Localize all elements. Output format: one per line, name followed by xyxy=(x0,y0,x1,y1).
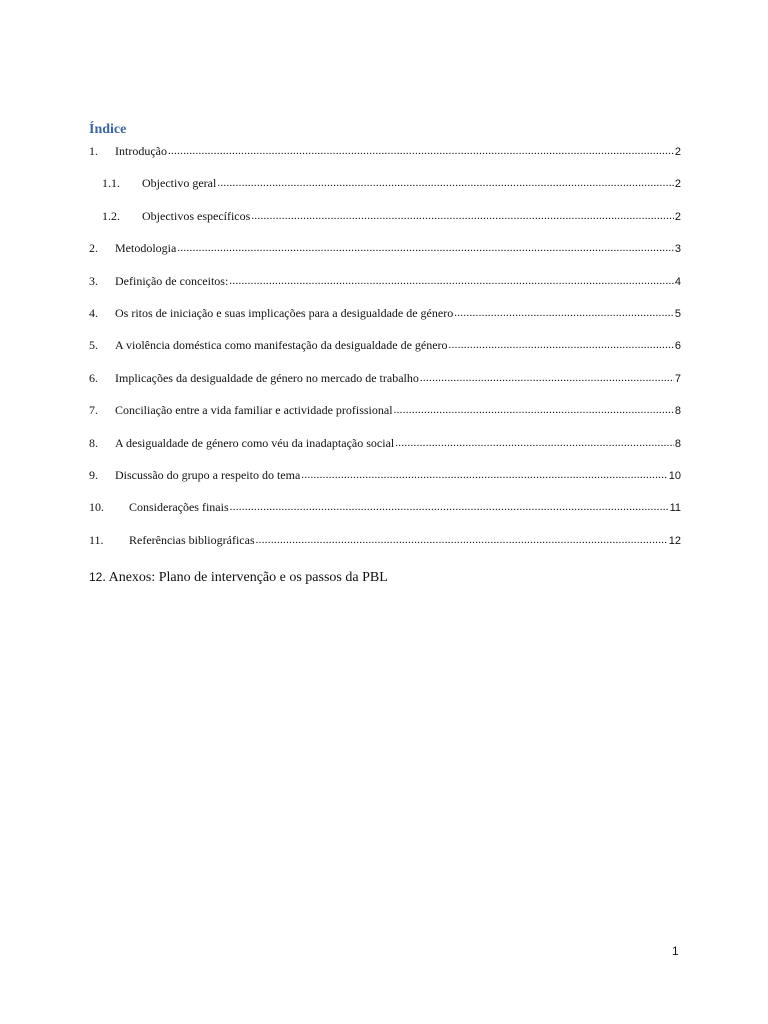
annex-entry xyxy=(89,568,388,587)
toc-entry[interactable] xyxy=(89,142,681,160)
toc-entry-number: 6. xyxy=(89,370,98,385)
toc-entry-page: 7 xyxy=(674,372,681,385)
toc-entry-page: 8 xyxy=(674,405,681,418)
toc-entry[interactable] xyxy=(89,239,681,257)
toc-entry-number: 10. xyxy=(89,500,104,515)
toc-entry-page: 3 xyxy=(674,243,681,256)
annex-text: . Anexos: Plano de intervenção e os passos da PBL xyxy=(102,570,388,585)
toc-entry-number: 1.1. xyxy=(102,176,120,191)
toc-entry-page: 11 xyxy=(669,502,681,515)
dot-leader xyxy=(230,498,669,516)
toc-entry[interactable] xyxy=(89,531,681,549)
toc-entry-page: 6 xyxy=(674,340,681,353)
toc-entry-title: Objectivos específicos xyxy=(142,208,251,223)
dot-leader xyxy=(301,466,667,484)
toc-entry-title: Discussão do grupo a respeito do tema xyxy=(115,468,301,482)
dot-leader xyxy=(168,142,674,160)
toc-entry[interactable] xyxy=(89,304,681,322)
toc-entry-page: 2 xyxy=(674,146,681,158)
toc-entry-page: 4 xyxy=(674,275,681,288)
toc-entry-number: 3. xyxy=(89,273,98,288)
dot-leader xyxy=(454,304,674,322)
toc-entry-title: Implicações da desigualdade de género no mercado de trabalho xyxy=(115,370,419,385)
toc-entry[interactable] xyxy=(89,272,681,290)
toc-entry-number: 8. xyxy=(89,435,98,450)
toc-entry[interactable] xyxy=(89,401,681,419)
toc-entry-number: 9. xyxy=(89,468,98,482)
toc-entry[interactable] xyxy=(89,434,681,452)
toc-entry-page: 10 xyxy=(668,470,681,482)
toc-entry-title: Objectivo geral xyxy=(142,176,217,191)
toc-entry-title: Considerações finais xyxy=(129,500,229,515)
dot-leader xyxy=(394,401,674,419)
dot-leader xyxy=(229,272,674,290)
toc-entry-title: Introdução xyxy=(115,144,167,158)
dot-leader xyxy=(256,531,668,549)
toc-entry[interactable] xyxy=(89,369,681,387)
toc-entry-title: Conciliação entre a vida familiar e actividade profissional xyxy=(115,403,393,418)
dot-leader xyxy=(251,207,674,225)
toc-entry[interactable] xyxy=(89,336,681,354)
toc-entry-number: 11. xyxy=(89,532,104,547)
annex-number: 12 xyxy=(89,570,103,584)
toc-entry-title: Referências bibliográficas xyxy=(129,532,255,547)
toc-entry-title: A desigualdade de género como véu da inadaptação social xyxy=(115,435,395,450)
toc-entry[interactable] xyxy=(89,466,681,484)
toc-entry-page: 12 xyxy=(668,534,681,547)
toc-entry-page: 2 xyxy=(674,178,681,191)
toc-entry-number: 1. xyxy=(89,144,98,158)
toc-entry-title: Metodologia xyxy=(115,241,177,256)
toc-entry-title: A violência doméstica como manifestação da desigualdade de género xyxy=(115,338,448,353)
toc-entry-number: 5. xyxy=(89,338,98,353)
toc-entry-page: 8 xyxy=(674,437,681,450)
dot-leader xyxy=(420,369,674,387)
dot-leader xyxy=(449,336,674,354)
toc-entry-title: Os ritos de iniciação e suas implicações para a desigualdade de género xyxy=(115,306,454,320)
toc-entry-number: 1.2. xyxy=(102,208,120,223)
toc-entry-page: 5 xyxy=(674,308,681,320)
page-number: 1 xyxy=(672,944,679,958)
toc-entry-number: 2. xyxy=(89,241,98,256)
toc-title: Índice xyxy=(89,122,127,137)
toc-entry[interactable] xyxy=(89,207,681,225)
toc-entry-number: 4. xyxy=(89,306,98,320)
toc-entry-title: Definição de conceitos: xyxy=(115,273,229,288)
toc-entry[interactable] xyxy=(89,498,681,516)
dot-leader xyxy=(177,239,674,257)
toc-entry-number: 7. xyxy=(89,403,98,418)
dot-leader xyxy=(217,174,674,192)
toc-entry-page: 2 xyxy=(674,210,681,223)
dot-leader xyxy=(395,434,674,452)
toc-entry[interactable] xyxy=(89,174,681,192)
